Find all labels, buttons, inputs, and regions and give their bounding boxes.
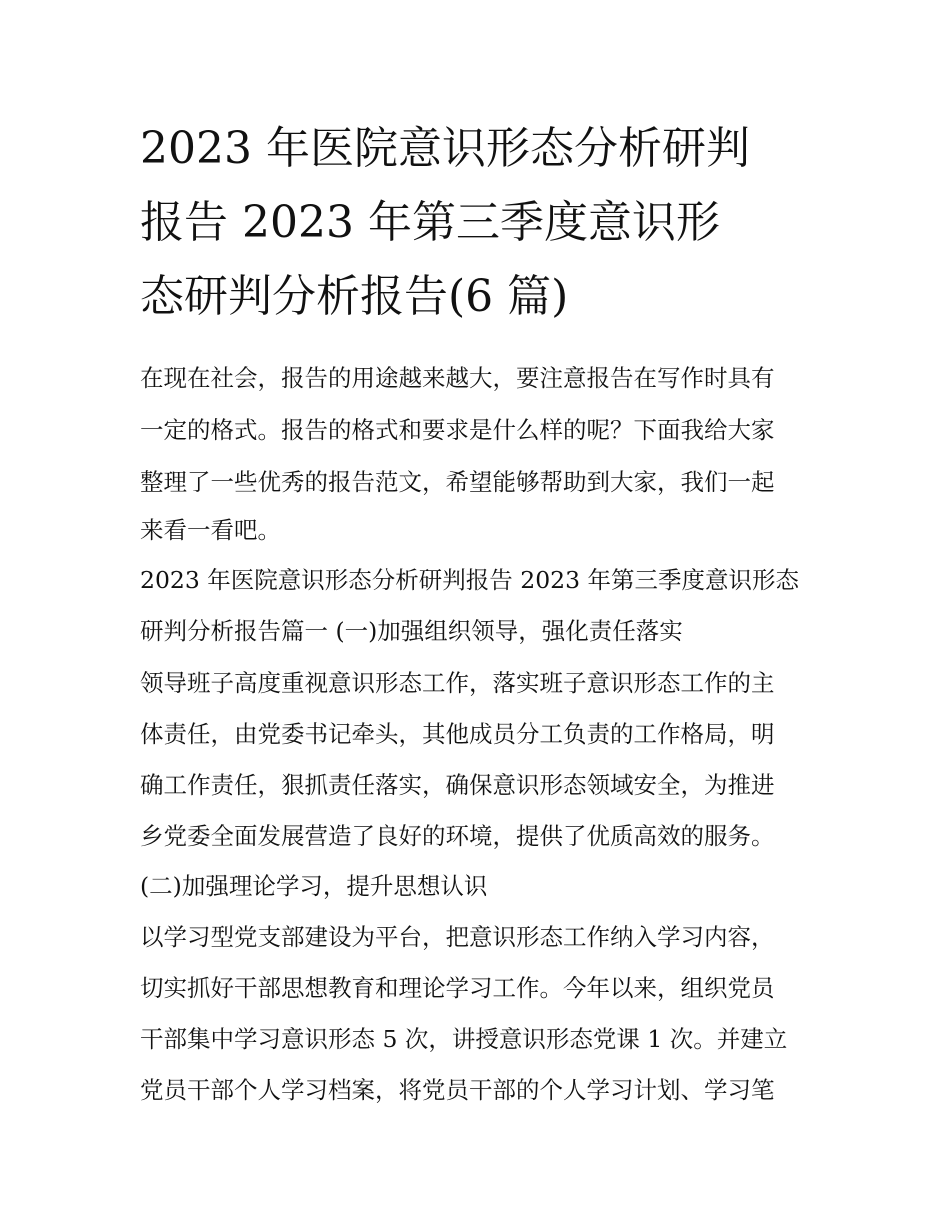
- body-line-4: 来看一看吧。: [140, 516, 281, 544]
- body-line-8: 乡党委全面发展营造了良好的环境，提供了优质高效的服务。: [140, 822, 775, 850]
- title-line-1: 2023 年医院意识形态分析研判: [140, 123, 750, 174]
- body-line-9: 以学习型党支部建设为平台，把意识形态工作纳入学习内容，: [140, 923, 775, 951]
- section-heading-line-2: 研判分析报告篇一 (一)加强组织领导，强化责任落实: [140, 617, 683, 645]
- section-heading-line-1: 2023 年医院意识形态分析研判报告 2023 年第三季度意识形态: [140, 566, 800, 594]
- document-title: [140, 112, 820, 334]
- subheading-line: (二)加强理论学习，提升思想认识: [140, 872, 488, 900]
- body-line-5: 领导班子高度重视意识形态工作，落实班子意识形态工作的主: [140, 669, 775, 697]
- body-line-2: 一定的格式。报告的格式和要求是什么样的呢？下面我给大家: [140, 416, 775, 444]
- body-line-12: 党员干部个人学习档案，将党员干部的个人学习计划、学习笔: [140, 1076, 775, 1104]
- body-line-11: 干部集中学习意识形态 5 次，讲授意识形态党课 1 次。并建立: [140, 1025, 788, 1053]
- body-line-1: 在现在社会，报告的用途越来越大，要注意报告在写作时具有: [140, 364, 775, 392]
- body-line-6: 体责任，由党委书记牵头，其他成员分工负责的工作格局，明: [140, 720, 775, 748]
- body-line-10: 切实抓好干部思想教育和理论学习工作。今年以来，组织党员: [140, 974, 775, 1002]
- title-line-2: 报告 2023 年第三季度意识形: [140, 197, 720, 248]
- title-line-3: 态研判分析报告(6 篇): [140, 271, 569, 322]
- body-line-3: 整理了一些优秀的报告范文，希望能够帮助到大家，我们一起: [140, 468, 775, 496]
- body-line-7: 确工作责任，狠抓责任落实，确保意识形态领域安全，为推进: [140, 771, 775, 799]
